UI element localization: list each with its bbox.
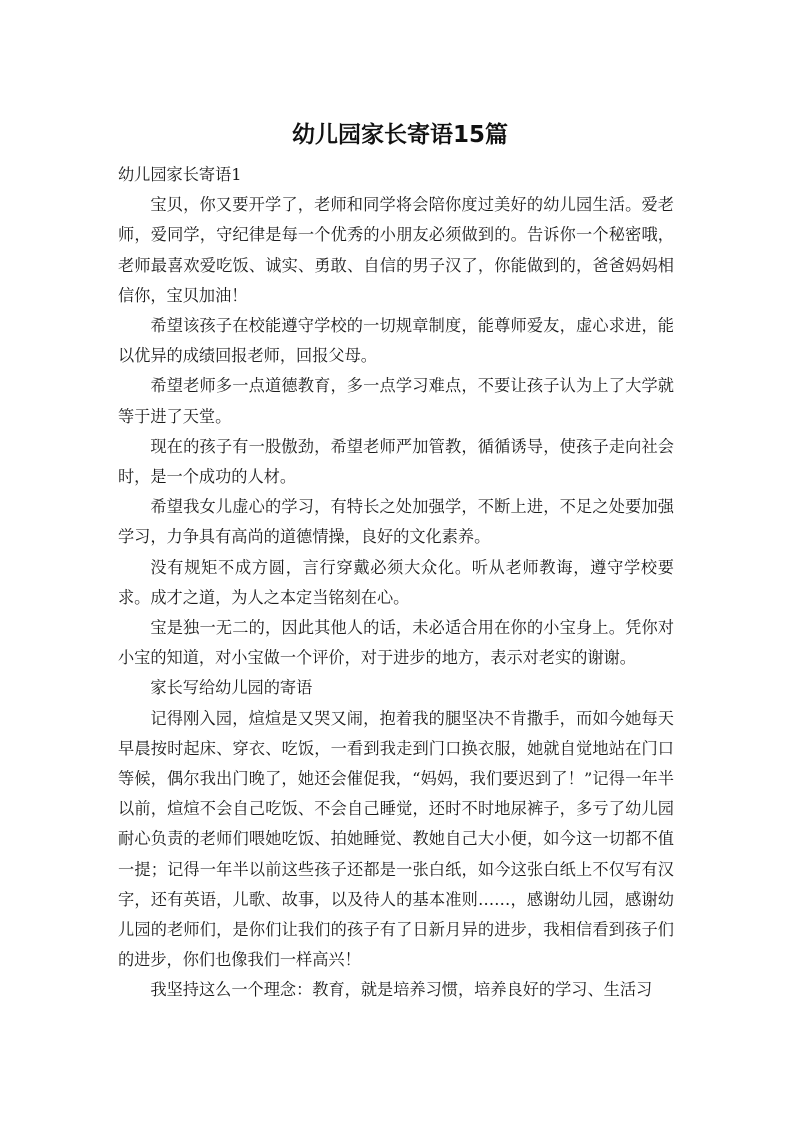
body-paragraph: 我坚持这么一个理念：教育，就是培养习惯，培养良好的学习、生活习 — [150, 980, 653, 1000]
body-paragraph: 记得刚入园，煊煊是又哭又闹，抱着我的腿坚决不肯撒手，而如今她每天早晨按时起床、穿衣、吃饭，一看到我走到门口换衣服，她就自觉地站在门口等候，偶尔我出门晚了，她还会催促我，“妈妈，我们要迟到了！”记得一年半以前，煊煊不会自己吃饭、不会自己睡觉，还时不时地尿裤子，多亏了幼儿园耐心负责的老师们喂她吃饭、拍她睡觉、教她自己大小便，如今这一切都不值一提；记得一年半以前这些孩子还都是一张白纸，如今这张白纸上不仅写有汉字，还有英语，儿歌、故事，以及待人的基本准则……，感谢幼儿园，感谢幼儿园的老师们，是你们让我们的孩子有了日新月异的进步，我相信看到孩子们的进步，你们也像我们一样高兴！ — [118, 708, 674, 970]
body-paragraph: 希望该孩子在校能遵守学校的一切规章制度，能尊师爱友，虚心求进，能以优异的成绩回报老师，回报父母。 — [118, 316, 674, 366]
body-paragraph: 现在的孩子有一股傲劲，希望老师严加管教，循循诱导，使孩子走向社会时，是一个成功的人材。 — [118, 436, 674, 487]
document-body — [118, 160, 674, 1006]
body-paragraph: 希望我女儿虚心的学习，有特长之处加强学，不断上进，不足之处要加强学习，力争具有高尚的道德情操，良好的文化素养。 — [118, 497, 674, 547]
page-title: 幼儿园家长寄语15篇 — [291, 122, 508, 148]
body-paragraph: 宝是独一无二的，因此其他人的话，未必适合用在你的小宝身上。凭你对小宝的知道，对小宝做一个评价，对于进步的地方，表示对老实的谢谢。 — [118, 618, 674, 668]
body-paragraph: 没有规矩不成方圆，言行穿戴必须大众化。听从老师教诲，遵守学校要求。成才之道，为人之本定当铭刻在心。 — [118, 557, 674, 607]
section-subheading: 家长写给幼儿园的寄语 — [150, 678, 313, 698]
body-paragraph: 宝贝，你又要开学了，老师和同学将会陪你度过美好的幼儿园生活。爱老师，爱同学，守纪律是每一个优秀的小朋友必须做到的。告诉你一个秘密哦，老师最喜欢爱吃饭、诚实、勇敢、自信的男子汉了，你能做到的，爸爸妈妈相信你，宝贝加油！ — [118, 195, 674, 305]
body-paragraph: 希望老师多一点道德教育，多一点学习难点，不要让孩子认为上了大学就等于进了天堂。 — [118, 376, 674, 426]
section-heading: 幼儿园家长寄语1 — [118, 165, 242, 184]
